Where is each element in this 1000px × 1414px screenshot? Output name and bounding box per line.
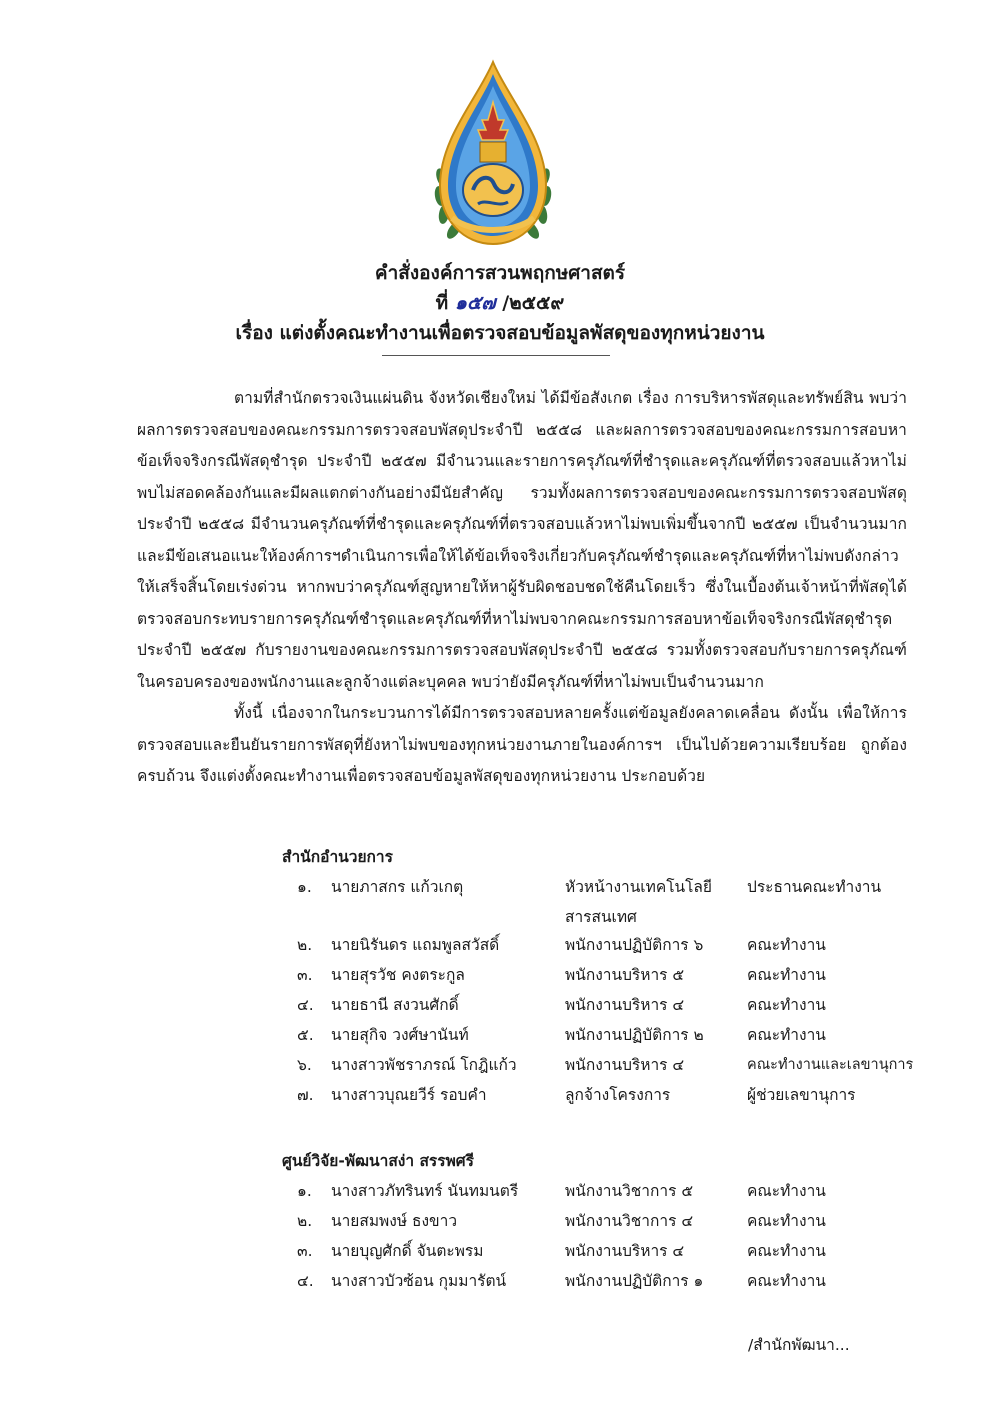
member-role: คณะทำงาน: [747, 966, 826, 984]
member-position: พนักงานบริหาร ๔: [565, 1056, 685, 1074]
member-role: คณะทำงาน: [747, 1212, 826, 1230]
member-name: นางสาวบุณยวีร์ รอบคำ: [331, 1086, 487, 1104]
document-subject: เรื่อง แต่งตั้งคณะทำงานเพื่อตรวจสอบข้อมูลพัสดุของทุกหน่วยงาน: [235, 322, 765, 344]
member-role: คณะทำงาน: [747, 1182, 826, 1200]
member-name: นายสุกิจ วงศ์ษานันท์: [331, 1026, 469, 1044]
section-title: สำนักอำนวยการ: [282, 848, 393, 866]
member-index: ๑.: [297, 878, 312, 896]
member-index: ๗.: [297, 1086, 314, 1104]
member-role: คณะทำงาน: [747, 1272, 826, 1290]
member-role: คณะทำงาน: [747, 936, 826, 954]
member-index: ๑.: [297, 1182, 312, 1200]
document-header: [0, 258, 1000, 348]
member-position: พนักงานปฏิบัติการ ๖: [565, 936, 704, 954]
member-name: นายสุรวัช คงตระกูล: [331, 966, 465, 984]
body-paragraph-1: ตามที่สำนักตรวจเงินแผ่นดิน จังหวัดเชียงใหม่ ได้มีข้อสังเกต เรื่อง การบริหารพัสดุและทรัพย์สิน พบว่าผลการตรวจสอบของคณะกรรมการตรวจสอบพัสดุประจำปี ๒๕๕๘ และผลการตรวจสอบของคณะกรรมการสอบหาข้อเท็จจริงกรณีพัสดุชำรุด ประจำปี ๒๕๕๗ มีจำนวนและรายการครุภัณฑ์ที่ชำรุดและครุภัณฑ์ที่ตรวจสอบแล้วหาไม่พบไม่สอดคล้องกันและมีผลแตกต่างกันอย่างมีนัยสำคัญ รวมทั้งผลการตรวจสอบของคณะกรรมการตรวจสอบพัสดุประจำปี ๒๕๕๘ มีจำนวนครุภัณฑ์ที่ชำรุดและครุภัณฑ์ที่ตรวจสอบแล้วหาไม่พบเพิ่มขึ้นจากปี ๒๕๕๗ เป็นจำนวนมาก และมีข้อเสนอแนะให้องค์การฯดำเนินการเพื่อให้ได้ข้อเท็จจริงเกี่ยวกับครุภัณฑ์ชำรุดและครุภัณฑ์ที่หาไม่พบดังกล่าว ให้เสร็จสิ้นโดยเร่งด่วน หากพบว่าครุภัณฑ์สูญหายให้หาผู้รับผิดชอบชดใช้คืนโดยเร็ว ซึ่งในเบื้องต้นเจ้าหน้าที่พัสดุได้ตรวจสอบกระทบรายการครุภัณฑ์ชำรุดและครุภัณฑ์ที่หาไม่พบจากคณะกรรมการสอบหาข้อเท็จจริงกรณีพัสดุชำรุด ประจำปี ๒๕๕๗ กับรายงานของคณะกรรมการตรวจสอบพัสดุประจำปี ๒๕๕๘ รวมทั้งตรวจสอบกับรายการครุภัณฑ์ในครอบครองของพนักงานและลูกจ้างแต่ละบุคคล พบว่ายังมีครุภัณฑ์ที่หาไม่พบเป็นจำนวนมาก: [137, 389, 907, 691]
member-name: นายนิรันดร แถมพูลสวัสดิ์: [331, 936, 500, 954]
member-row: [0, 1266, 1000, 1296]
member-role: คณะทำงาน: [747, 996, 826, 1014]
body-paragraph-2: ทั้งนี้ เนื่องจากในกระบวนการได้มีการตรวจสอบหลายครั้งแต่ข้อมูลยังคลาดเคลื่อน ดังนั้น เพื่อให้การตรวจสอบและยืนยันรายการพัสดุที่ยังหาไม่พบของทุกหน่วยงานภายในองค์การฯ เป็นไปด้วยความเรียบร้อย ถูกต้อง ครบถ้วน จึงแต่งตั้งคณะทำงานเพื่อตรวจสอบข้อมูลพัสดุของทุกหน่วยงาน ประกอบด้วย: [137, 704, 907, 785]
member-role: คณะทำงาน: [747, 1242, 826, 1260]
document-body: [137, 383, 907, 793]
member-row: [0, 1236, 1000, 1266]
order-number-value: ๑๕๗: [454, 292, 496, 314]
member-index: ๖.: [297, 1056, 312, 1074]
member-index: ๔.: [297, 1272, 314, 1290]
member-role: ผู้ช่วยเลขานุการ: [747, 1086, 856, 1104]
member-position: พนักงานบริหาร ๔: [565, 1242, 685, 1260]
member-position: พนักงานปฏิบัติการ ๑: [565, 1272, 704, 1290]
order-number: [0, 288, 1000, 318]
member-row: [0, 872, 1000, 932]
member-name: นายสมพงษ์ ธงขาว: [331, 1212, 458, 1230]
member-name: นายธานี สงวนศักดิ์: [331, 996, 459, 1014]
member-index: ๓.: [297, 966, 313, 984]
order-number-year: /๒๕๕๙: [502, 292, 565, 314]
member-row: [0, 1080, 1000, 1110]
member-position: หัวหน้างานเทคโนโลยี: [565, 878, 713, 896]
member-role: คณะทำงาน: [747, 1026, 826, 1044]
member-index: ๒.: [297, 936, 313, 954]
page-continuation: /สำนักพัฒนา...: [748, 1336, 850, 1354]
section-title: ศูนย์วิจัย-พัฒนาสง่า สรรพศรี: [282, 1152, 474, 1170]
member-position: พนักงานวิชาการ ๕: [565, 1182, 694, 1200]
member-index: ๒.: [297, 1212, 313, 1230]
member-row: [0, 990, 1000, 1020]
order-number-prefix: ที่: [435, 292, 449, 314]
member-name: นายบุญศักดิ์ จันตะพรม: [331, 1242, 484, 1260]
member-position: พนักงานบริหาร ๔: [565, 996, 685, 1014]
document-title: คำสั่งองค์การสวนพฤกษศาสตร์: [374, 262, 626, 284]
member-role: ประธานคณะทำงาน: [747, 878, 882, 896]
member-position-line2: สารสนเทศ: [565, 908, 637, 926]
member-index: ๕.: [297, 1026, 314, 1044]
organization-seal-logo: [428, 58, 558, 258]
member-position: พนักงานวิชาการ ๔: [565, 1212, 694, 1230]
member-position: พนักงานปฏิบัติการ ๒: [565, 1026, 704, 1044]
member-position: ลูกจ้างโครงการ: [565, 1086, 671, 1104]
member-index: ๔.: [297, 996, 314, 1014]
header-divider: [382, 355, 610, 356]
member-index: ๓.: [297, 1242, 313, 1260]
member-row: [0, 1020, 1000, 1050]
member-row: [0, 1176, 1000, 1206]
member-role: คณะทำงานและเลขานุการ: [747, 1057, 914, 1073]
member-row: [0, 960, 1000, 990]
member-name: นายภาสกร แก้วเกตุ: [331, 878, 464, 896]
member-name: นางสาวพัชราภรณ์ โกฎิแก้ว: [331, 1056, 517, 1074]
member-row: [0, 1206, 1000, 1236]
member-row: [0, 1050, 1000, 1080]
member-name: นางสาวบัวซ้อน กุมมารัตน์: [331, 1272, 507, 1290]
member-position: พนักงานบริหาร ๕: [565, 966, 685, 984]
member-row: [0, 930, 1000, 960]
member-name: นางสาวภัทรินทร์ นันทมนตรี: [331, 1182, 519, 1200]
